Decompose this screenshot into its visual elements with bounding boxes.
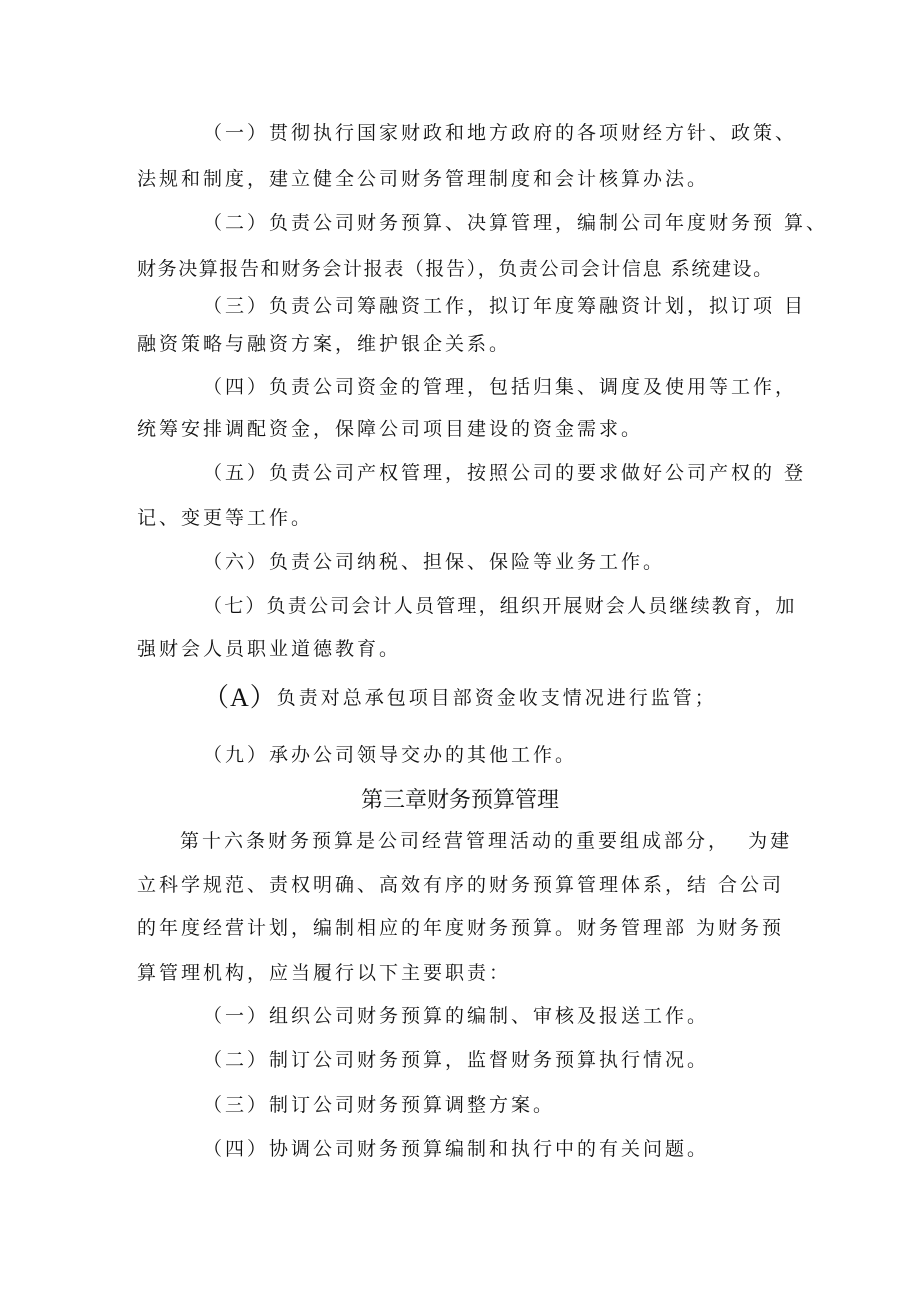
duty-3-line-2: 融资策略与融资方案，维护银企关系。 [137,333,512,355]
duty-5-line-2: 记、变更等工作。 [137,507,314,529]
budget-duty-4: （四）协调公司财务预算编制和执行中的有关问题。 [203,1138,710,1160]
article-16-line-1: 第十六条财务预算是公司经营管理活动的重要组成部分， 为建 [180,830,793,852]
duty-2-line-2: 财务决算报告和财务会计报表（报告），负责公司会计信息 系统建设。 [137,258,774,280]
duty-7-line-2: 强财会人员职业道德教育。 [137,638,402,660]
budget-duty-1: （一）组织公司财务预算的编制、审核及报送工作。 [203,1005,710,1027]
duty-5-line-1: （五）负责公司产权管理，按照公司的要求做好公司产权的 登 [203,462,807,484]
duty-4-line-1: （四）负责公司资金的管理，包括归集、调度及使用等工作， [203,376,798,398]
duty-1-line-1: （一）贯彻执行国家财政和地方政府的各项财经方针、政策、 [203,122,798,144]
item-eight-marker: （A） [203,683,277,712]
item-nine: （九）承办公司领导交办的其他工作。 [203,744,578,766]
chapter-title: 第三章财务预算管理 [360,788,559,813]
budget-duty-2: （二）制订公司财务预算，监督财务预算执行情况。 [203,1049,710,1071]
item-eight [203,685,717,711]
duty-2-line-1: （二）负责公司财务预算、决算管理，编制公司年度财务预 算、 [203,212,829,234]
budget-duty-3: （三）制订公司财务预算调整方案。 [203,1094,556,1116]
duty-6-line-1: （六）负责公司纳税、担保、保险等业务工作。 [203,551,666,573]
duty-1-line-2: 法规和制度，建立健全公司财务管理制度和会计核算办法。 [137,168,710,190]
article-16-line-2: 立科学规范、责权明确、高效有序的财务预算管理体系，结 合公司 [137,874,785,896]
duty-3-line-1: （三）负责公司筹融资工作，拟订年度筹融资计划，拟订项 目 [203,295,807,317]
item-eight-text: 负责对总承包项目部资金收支情况进行监管； [276,687,717,709]
article-16-line-3: 的年度经营计划，编制相应的年度财务预算。财务管理部 为财务预 [137,917,785,939]
article-16-line-4: 算管理机构，应当履行以下主要职责： [137,962,512,984]
duty-4-line-2: 统筹安排调配资金，保障公司项目建设的资金需求。 [137,418,644,440]
duty-7-line-1: （七）负责公司会计人员管理，组织开展财会人员继续教育，加 [203,595,797,617]
